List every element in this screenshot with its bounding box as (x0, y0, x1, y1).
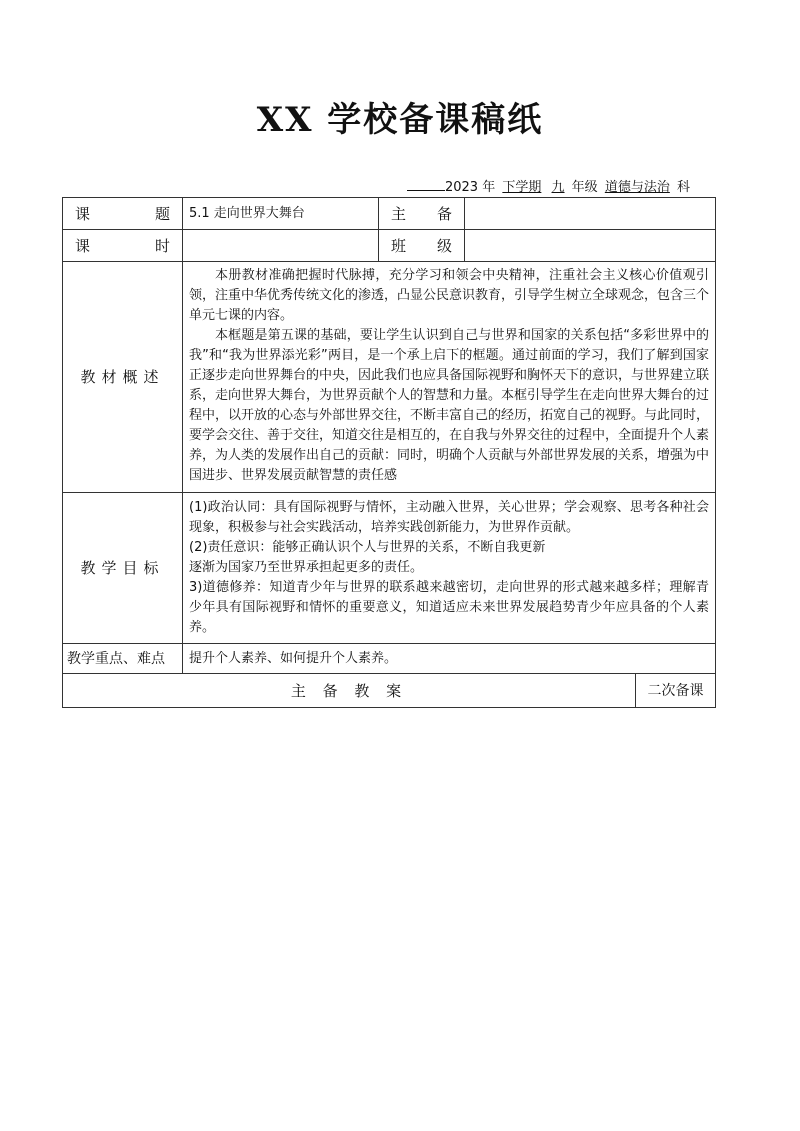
label-class: 班级 (379, 230, 465, 262)
meta-grade-suffix: 年级 (571, 180, 598, 195)
row-plan-header (63, 674, 716, 708)
value-preparer[interactable] (465, 198, 716, 230)
page-title: XX 学校备课稿纸 (256, 100, 544, 140)
objectives-cell[interactable] (183, 493, 716, 644)
label-key-points: 教学重点、难点 (63, 644, 183, 674)
blank-underline (407, 178, 445, 191)
label-overview: 教材概述 (63, 262, 183, 493)
meta-year-suffix: 年 (482, 180, 496, 195)
row-objectives (63, 493, 716, 644)
objective-item: (1)政治认同：具有国际视野与情怀，主动融入世界，关心世界；学会观察、思考各种社会现象，积极参与社会实践活动，培养实践创新能力，为世界作贡献。 (189, 500, 709, 535)
label-preparer: 主备 (379, 198, 465, 230)
meta-year: 2023 (444, 180, 479, 195)
overview-paragraph: 本框题是第五课的基础，要让学生认识到自己与世界和国家的关系包括“多彩世界中的我”和“我为世界添光彩”两目，是一个承上启下的框题。通过前面的学习，我们了解到国家正逐步走向世界舞台的中央，因此我们也应具备国际视野和胸怀天下的意识，与世界建立联系，走向世界大舞台，为世界贡献个人的智慧和力量。本框引导学生在走向世界大舞台的过程中，以开放的心态与外部世界交往，不断丰富自己的经历，拓宽自己的视野。与此同时，要学会交往、善于交往，知道交往是相互的，在自我与外界交往的过程中，全面提升个人素养，为人类的发展作出自己的贡献：同时，明确个人贡献与外部世界发展的关系，增强为中国进步、世界发展贡献智慧的责任感 (189, 327, 709, 483)
value-class[interactable] (465, 230, 716, 262)
objective-item: 3)道德修养：知道青少年与世界的联系越来越密切，走向世界的形式越来越多样；理解青少年具有国际视野和情怀的重要意义，知道适应未来世界发展趋势青少年应具备的个人素养。 (189, 580, 709, 635)
row-topic (63, 198, 716, 230)
objective-item: 逐渐为国家乃至世界承担起更多的责任。 (189, 560, 424, 575)
second-plan-header: 二次备课 (636, 674, 716, 708)
label-objectives: 教学目标 (63, 493, 183, 644)
overview-text (189, 266, 709, 489)
meta-subject: 道德与法治 (604, 180, 670, 195)
row-period (63, 230, 716, 262)
meta-subject-suffix: 科 (676, 180, 690, 195)
label-topic: 课题 (63, 198, 183, 230)
main-plan-header: 主 备 教 案 (63, 674, 636, 708)
value-period[interactable] (183, 230, 379, 262)
row-overview (63, 262, 716, 493)
key-points-value[interactable]: 提升个人素养、如何提升个人素养。 (183, 644, 716, 674)
value-topic[interactable]: 5.1 走向世界大舞台 (183, 198, 379, 230)
lesson-plan-table (62, 197, 716, 708)
meta-term: 下学期 (502, 180, 542, 195)
course-meta-line (407, 176, 690, 195)
overview-cell[interactable] (183, 262, 716, 493)
meta-grade: 九 (551, 180, 565, 195)
objective-item: (2)责任意识：能够正确认识个人与世界的关系，不断自我更新 (189, 540, 546, 555)
row-key-points (63, 644, 716, 674)
overview-paragraph: 本册教材准确把握时代脉搏，充分学习和领会中央精神，注重社会主义核心价值观引领，注重中华优秀传统文化的渗透，凸显公民意识教育，引导学生树立全球观念，包含三个单元七课的内容。 (189, 267, 709, 323)
label-period: 课时 (63, 230, 183, 262)
